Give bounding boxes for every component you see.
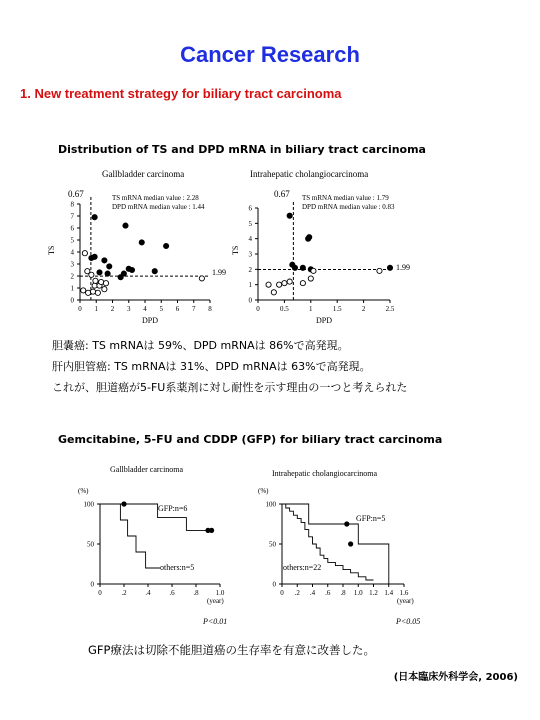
left-scatter-x-tick-label: 2	[110, 305, 115, 313]
right-survival-y-tick-label: 100	[265, 500, 276, 509]
fig2-heading: Gemcitabine, 5-FU and CDDP (GFP) for biliary tract carcinoma	[58, 433, 443, 446]
left-threshold-x-label: 0.67	[68, 189, 84, 199]
right-scatter-open-point	[277, 282, 282, 287]
scatter-figure	[40, 160, 510, 330]
left-scatter-y-tick-label: 8	[70, 200, 74, 209]
left-scatter-filled-point	[152, 269, 157, 274]
right-scatter-y-tick-label: 1	[248, 281, 252, 290]
left-survival-title: Gallbladder carcinoma	[110, 465, 184, 474]
finding-line-3: これが、胆道癌が5-FU系薬剤に対し耐性を示す理由の一つと考えられた	[52, 381, 408, 394]
survival-figure	[60, 460, 470, 635]
left-scatter-filled-point	[102, 258, 107, 263]
left-survival-x-tick-label: .4	[145, 589, 151, 597]
right-scatter-x-tick-label: 2	[361, 305, 366, 313]
right-scatter-open-point	[308, 276, 313, 281]
right-survival-x-tick-label: 0	[280, 589, 284, 597]
right-scatter-open-point	[287, 279, 292, 284]
left-scatter-open-point	[90, 289, 95, 294]
left-threshold-y-label: 1.99	[212, 268, 226, 277]
left-scatter-axes	[71, 196, 213, 313]
right-scatter-y-tick-label: 0	[248, 296, 252, 305]
right-xlabel: DPD	[316, 316, 333, 325]
right-scatter-filled-point	[387, 265, 392, 270]
left-scatter-filled-point	[107, 264, 112, 269]
left-scatter-filled-point	[139, 240, 144, 245]
left-survival-y-tick-label: 50	[87, 540, 94, 549]
right-scatter-y-tick-label: 5	[248, 219, 252, 228]
left-survival-x-tick-label: .2	[121, 589, 127, 597]
right-scatter-filled-point	[300, 265, 305, 270]
left-scatter-y-tick-label: 5	[70, 236, 74, 245]
right-scatter-open-point	[377, 268, 382, 273]
left-survival-y-tick-label: 100	[83, 500, 94, 509]
left-scatter-filled-point	[121, 271, 126, 276]
left-survival-x-tick-label: .6	[169, 589, 175, 597]
right-scatter-open-point	[282, 281, 287, 286]
left-scatter-filled-point	[92, 254, 97, 259]
left-scatter-open-point	[95, 290, 100, 295]
left-scatter-x-tick-label: 0	[78, 305, 82, 313]
left-scatter-x-tick-label: 6	[175, 305, 180, 313]
left-survival-censor-mark	[121, 501, 126, 506]
right-survival-x-tick-label: 1.0	[353, 589, 363, 597]
left-median-ts: TS mRNA median value : 2.28	[112, 194, 199, 202]
right-median-dpd: DPD mRNA median value : 0.83	[302, 203, 395, 211]
left-scatter-open-point	[102, 287, 107, 292]
right-scatter-x-tick-label: 2.5	[385, 305, 395, 313]
right-survival-axes	[266, 501, 409, 598]
right-survival-x-tick-label: 1.2	[369, 589, 378, 597]
fig1-heading: Distribution of TS and DPD mRNA in biliary tract carcinoma	[58, 143, 426, 156]
left-scatter-title: Gallbladder carcinoma	[102, 169, 185, 179]
right-scatter-axes	[249, 200, 395, 313]
left-survival-curve-others	[100, 504, 160, 568]
right-scatter-title: Intrahepatic cholangiocarcinoma	[250, 169, 369, 179]
finding-line-1: 胆嚢癌: TS mRNAは 59%、DPD mRNAは 86%で高発現。	[52, 339, 349, 352]
conclusion-text: GFP療法は切除不能胆道癌の生存率を有意に改善した。	[88, 643, 375, 657]
left-ylabel: TS	[47, 245, 56, 255]
left-median-dpd: DPD mRNA median value : 1.44	[112, 203, 205, 211]
citation: (日本臨床外科学会, 2006)	[393, 672, 518, 683]
left-scatter-x-tick-label: 5	[159, 305, 163, 313]
left-scatter-y-tick-label: 7	[70, 212, 74, 221]
right-scatter-open-point	[266, 282, 271, 287]
left-scatter-filled-point	[129, 267, 134, 272]
left-others-label: others:n=5	[160, 563, 195, 572]
right-scatter-points	[266, 213, 393, 295]
left-scatter-y-tick-label: 2	[70, 272, 74, 281]
left-scatter-x-tick-label: 4	[143, 305, 147, 313]
right-survival-x-tick-label: .2	[294, 589, 300, 597]
right-survival-censor-mark	[348, 541, 353, 546]
left-scatter-x-tick-label: 8	[208, 305, 212, 313]
left-scatter-filled-point	[92, 215, 97, 220]
right-pct-label: (%)	[258, 487, 269, 495]
left-scatter-open-point	[92, 283, 97, 288]
left-scatter-open-point	[89, 272, 94, 277]
left-scatter-open-point	[199, 276, 204, 281]
right-survival-x-tick-label: .6	[325, 589, 331, 597]
left-scatter-open-point	[81, 288, 86, 293]
right-scatter-y-tick-label: 3	[248, 250, 252, 259]
left-scatter-y-tick-label: 1	[70, 284, 74, 293]
right-ylabel: TS	[231, 245, 240, 255]
right-scatter-y-tick-label: 6	[248, 204, 252, 213]
right-median-ts: TS mRNA median value : 1.79	[302, 194, 389, 202]
left-scatter-open-point	[103, 281, 108, 286]
right-survival-censor-mark	[344, 521, 349, 526]
left-year-label: (year)	[207, 597, 224, 605]
right-survival-y-tick-label: 50	[269, 540, 276, 549]
left-scatter-y-tick-label: 6	[70, 224, 74, 233]
finding-line-2: 肝内胆管癌: TS mRNAは 31%、DPD mRNAは 63%で高発現。	[52, 360, 371, 373]
right-survival-y-tick-label: 0	[272, 580, 276, 589]
left-survival-x-tick-label: .8	[193, 589, 199, 597]
left-scatter-y-tick-label: 4	[70, 248, 74, 257]
right-others-label: others:n=22	[283, 563, 322, 572]
right-survival-x-tick-label: 1.6	[399, 589, 409, 597]
right-scatter-open-point	[311, 268, 316, 273]
right-pvalue: P<0.05	[396, 617, 421, 626]
right-survival-title: Intrahepatic cholangiocarcinoma	[272, 469, 378, 478]
left-scatter-x-tick-label: 1	[94, 305, 98, 313]
left-scatter-x-tick-label: 3	[127, 305, 131, 313]
right-scatter-x-tick-label: 1	[309, 305, 313, 313]
left-xlabel: DPD	[142, 316, 159, 325]
left-survival-y-tick-label: 0	[90, 580, 94, 589]
right-threshold-x-label: 0.67	[274, 189, 290, 199]
right-scatter-x-tick-label: 0.5	[280, 305, 289, 313]
section-heading: 1. New treatment strategy for biliary tract carcinoma	[20, 86, 342, 101]
right-scatter-open-point	[300, 281, 305, 286]
page-title: Cancer Research	[180, 42, 360, 67]
left-scatter-points	[81, 215, 205, 296]
left-scatter-x-tick-label: 7	[192, 305, 196, 313]
right-scatter-filled-point	[307, 235, 312, 240]
right-scatter-x-tick-label: 0	[256, 305, 260, 313]
left-scatter-filled-point	[164, 243, 169, 248]
right-survival-x-tick-label: .4	[309, 589, 316, 597]
left-survival-x-tick-label: 1.0	[215, 589, 225, 597]
right-scatter-y-tick-label: 2	[248, 265, 252, 274]
left-scatter-open-point	[99, 279, 104, 284]
left-scatter-filled-point	[123, 223, 128, 228]
left-survival-curve-gfp	[100, 504, 212, 530]
right-scatter-x-tick-label: 1.5	[332, 305, 342, 313]
right-survival-x-tick-label: 1.4	[384, 589, 394, 597]
left-pct-label: (%)	[78, 487, 89, 495]
left-pvalue: P<0.01	[203, 617, 228, 626]
left-scatter-filled-point	[97, 270, 102, 275]
left-scatter-y-tick-label: 3	[70, 260, 74, 269]
right-scatter-filled-point	[287, 213, 292, 218]
left-scatter-open-point	[82, 251, 87, 256]
left-survival-x-tick-label: 0	[98, 589, 102, 597]
right-year-label: (year)	[397, 597, 414, 605]
left-scatter-filled-point	[105, 271, 110, 276]
right-scatter-y-tick-label: 4	[248, 235, 252, 244]
right-threshold-y-label: 1.99	[396, 263, 410, 272]
right-scatter-open-point	[271, 290, 276, 295]
left-survival-censor-mark	[209, 528, 214, 533]
left-survival-axes	[84, 501, 225, 598]
left-scatter-open-point	[86, 290, 91, 295]
left-gfp-label: GFP:n=6	[158, 504, 188, 513]
left-scatter-open-point	[93, 278, 98, 283]
right-gfp-label: GFP:n=5	[356, 514, 386, 523]
left-scatter-y-tick-label: 0	[70, 296, 74, 305]
right-survival-x-tick-label: .8	[340, 589, 346, 597]
right-scatter-filled-point	[292, 265, 297, 270]
